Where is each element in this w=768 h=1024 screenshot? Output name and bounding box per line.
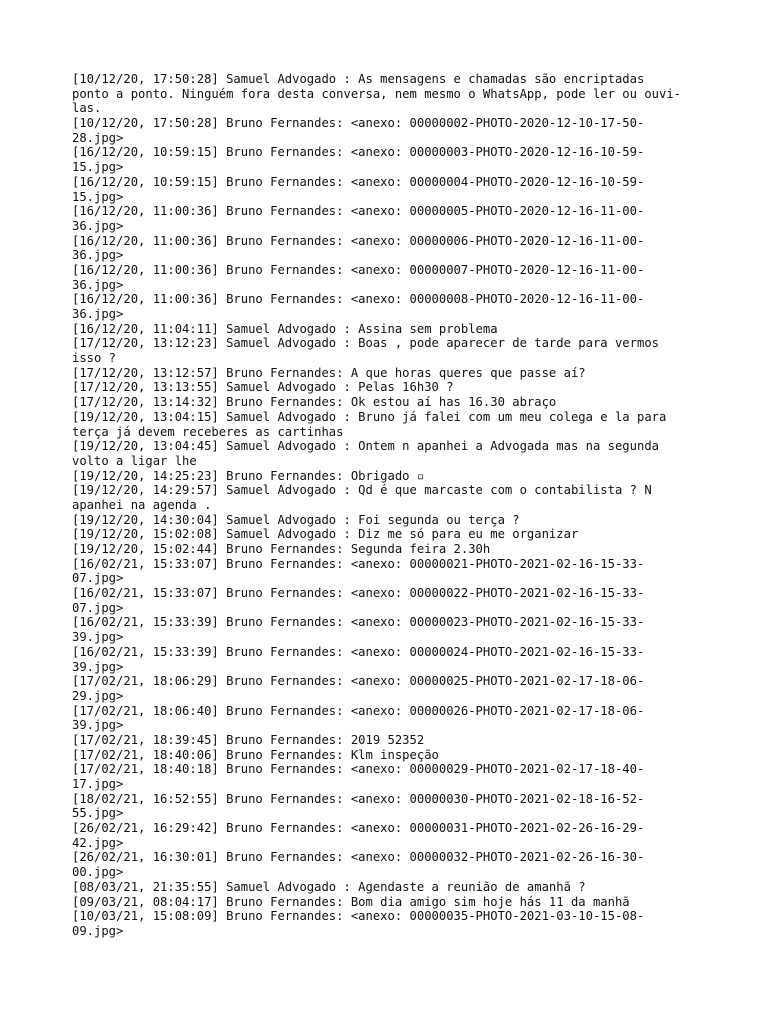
transcript-line: 15.jpg> [72, 160, 124, 175]
transcript-line: apanhei na agenda . [72, 497, 212, 512]
transcript-line: 39.jpg> [72, 630, 124, 645]
chat-transcript-page [72, 72, 702, 939]
transcript-line: las. [72, 101, 102, 116]
transcript-line: [19/12/20, 14:30:04] Samuel Advogado : Foi segunda ou terça ? [72, 512, 520, 527]
transcript-line: [26/02/21, 16:29:42] Bruno Fernandes: <anexo: 00000031-PHOTO-2021-02-26-16-29- [72, 821, 645, 836]
transcript-line: [10/12/20, 17:50:28] Samuel Advogado : As mensagens e chamadas são encriptadas [72, 72, 645, 86]
transcript-line: 36.jpg> [72, 218, 124, 233]
transcript-line: [17/12/20, 13:13:55] Samuel Advogado : Pelas 16h30 ? [72, 380, 454, 395]
transcript-line: [17/12/20, 13:14:32] Bruno Fernandes: Ok estou aí has 16.30 abraço [72, 395, 557, 410]
transcript-line: [10/12/20, 17:50:28] Bruno Fernandes: <anexo: 00000002-PHOTO-2020-12-10-17-50- [72, 116, 645, 131]
transcript-line: [16/02/21, 15:33:39] Bruno Fernandes: <anexo: 00000023-PHOTO-2021-02-16-15-33- [72, 615, 645, 630]
transcript-line: 15.jpg> [72, 189, 124, 204]
transcript-line: ponto a ponto. Ninguém fora desta conversa, nem mesmo o WhatsApp, pode ler ou ouvi- [72, 86, 682, 101]
transcript-line: [09/03/21, 08:04:17] Bruno Fernandes: Bom dia amigo sim hoje hás 11 da manhã [72, 894, 630, 909]
transcript-line: [19/12/20, 14:29:57] Samuel Advogado : Qd é que marcaste com o contabilista ? N [72, 483, 652, 498]
transcript-line: volto a ligar lhe [72, 453, 197, 468]
transcript-line: 17.jpg> [72, 777, 124, 791]
transcript-line: terça já devem receberes as cartinhas [72, 424, 344, 439]
transcript-line: [17/02/21, 18:06:40] Bruno Fernandes: <anexo: 00000026-PHOTO-2021-02-17-18-06- [72, 703, 645, 718]
transcript-line: [16/12/20, 11:00:36] Bruno Fernandes: <anexo: 00000007-PHOTO-2020-12-16-11-00- [72, 262, 645, 277]
transcript-line: [17/12/20, 13:12:23] Samuel Advogado : Boas , pode aparecer de tarde para vermos [72, 336, 659, 351]
transcript-line: 36.jpg> [72, 248, 124, 263]
transcript-line: 00.jpg> [72, 865, 124, 880]
transcript-line: [16/12/20, 11:00:36] Bruno Fernandes: <anexo: 00000008-PHOTO-2020-12-16-11-00- [72, 292, 645, 307]
transcript-line: 39.jpg> [72, 718, 124, 733]
transcript-line: [16/12/20, 11:04:11] Samuel Advogado : Assina sem problema [72, 321, 498, 336]
transcript-line: [18/02/21, 16:52:55] Bruno Fernandes: <anexo: 00000030-PHOTO-2021-02-18-16-52- [72, 791, 645, 806]
transcript-line: [17/02/21, 18:40:18] Bruno Fernandes: <anexo: 00000029-PHOTO-2021-02-17-18-40- [72, 762, 645, 777]
transcript-line: [16/12/20, 11:00:36] Bruno Fernandes: <anexo: 00000006-PHOTO-2020-12-16-11-00- [72, 233, 645, 248]
transcript-line: [17/12/20, 13:12:57] Bruno Fernandes: A que horas queres que passe aí? [72, 365, 586, 380]
transcript-line: [17/02/21, 18:06:29] Bruno Fernandes: <anexo: 00000025-PHOTO-2021-02-17-18-06- [72, 674, 645, 689]
transcript-line: 09.jpg> [72, 923, 124, 938]
transcript-line: 39.jpg> [72, 659, 124, 674]
transcript-line: [26/02/21, 16:30:01] Bruno Fernandes: <anexo: 00000032-PHOTO-2021-02-26-16-30- [72, 850, 645, 865]
transcript-line: [16/02/21, 15:33:07] Bruno Fernandes: <anexo: 00000021-PHOTO-2021-02-16-15-33- [72, 556, 645, 571]
transcript-line: 55.jpg> [72, 806, 124, 821]
transcript-line: [16/02/21, 15:33:07] Bruno Fernandes: <anexo: 00000022-PHOTO-2021-02-16-15-33- [72, 586, 645, 601]
transcript-line: [16/12/20, 10:59:15] Bruno Fernandes: <anexo: 00000003-PHOTO-2020-12-16-10-59- [72, 145, 645, 160]
transcript-line: [10/03/21, 15:08:09] Bruno Fernandes: <anexo: 00000035-PHOTO-2021-03-10-15-08- [72, 909, 645, 924]
transcript-line: 36.jpg> [72, 277, 124, 292]
transcript-line: [08/03/21, 21:35:55] Samuel Advogado : Agendaste a reunião de amanhã ? [72, 879, 586, 894]
transcript-line: [16/02/21, 15:33:39] Bruno Fernandes: <anexo: 00000024-PHOTO-2021-02-16-15-33- [72, 644, 645, 659]
transcript-line: [16/12/20, 10:59:15] Bruno Fernandes: <anexo: 00000004-PHOTO-2020-12-16-10-59- [72, 174, 645, 189]
transcript-line: 28.jpg> [72, 130, 124, 145]
transcript-line: 29.jpg> [72, 688, 124, 703]
transcript-line: [19/12/20, 13:04:15] Samuel Advogado : Bruno já falei com um meu colega e la para [72, 409, 667, 424]
transcript-line: isso ? [72, 351, 117, 366]
transcript-line: 42.jpg> [72, 835, 124, 850]
transcript-line: [19/12/20, 14:25:23] Bruno Fernandes: Obrigado ▫ [72, 468, 425, 483]
transcript-line: [16/12/20, 11:00:36] Bruno Fernandes: <anexo: 00000005-PHOTO-2020-12-16-11-00- [72, 204, 645, 219]
transcript-line: 36.jpg> [72, 307, 124, 321]
transcript-line: [19/12/20, 13:04:45] Samuel Advogado : Ontem n apanhei a Advogada mas na segunda [72, 439, 659, 454]
transcript-line: [17/02/21, 18:40:06] Bruno Fernandes: Klm inspeção [72, 747, 439, 762]
transcript-line: [17/02/21, 18:39:45] Bruno Fernandes: 2019 52352 [72, 732, 425, 747]
transcript-line: [19/12/20, 15:02:08] Samuel Advogado : Diz me só para eu me organizar [72, 527, 579, 542]
transcript-line: 07.jpg> [72, 600, 124, 615]
transcript-line: [19/12/20, 15:02:44] Bruno Fernandes: Segunda feira 2.30h [72, 542, 491, 556]
transcript-line: 07.jpg> [72, 571, 124, 586]
